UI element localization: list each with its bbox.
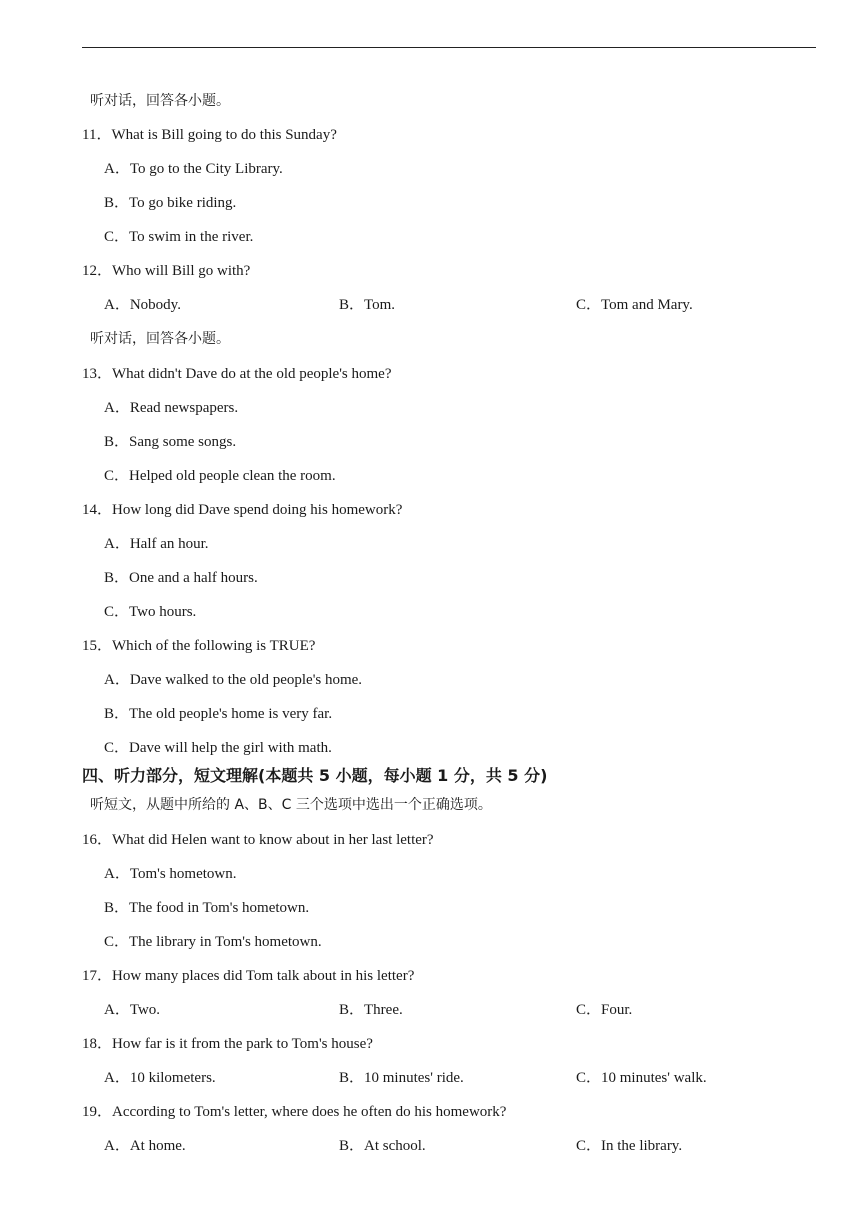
question-12-option-c[interactable]: C．Tom and Mary. [576,297,693,313]
question-11-stem: 11．What is Bill going to do this Sunday? [82,127,337,143]
question-13-stem: 13．What didn't Dave do at the old people's home? [82,366,392,382]
question-18-option-c[interactable]: C．10 minutes' walk. [576,1070,707,1086]
question-19-option-c[interactable]: C．In the library. [576,1138,683,1154]
question-17-option-c[interactable]: C．Four. [576,1002,633,1018]
question-17-option-b[interactable]: B．Three. [339,1002,403,1018]
question-18-option-b[interactable]: B．10 minutes' ride. [339,1070,464,1086]
question-18-stem: 18．How far is it from the park to Tom's house? [82,1036,373,1052]
listening-instruction-2: 听对话，回答各小题。 [90,331,230,347]
question-11-option-b[interactable]: B．To go bike riding. [104,195,237,211]
section-4-heading: 四、听力部分，短文理解(本题共 5 小题，每小题 1 分，共 5 分) [82,766,548,785]
question-16-option-c[interactable]: C．The library in Tom's hometown. [104,934,322,950]
question-15-option-a[interactable]: A．Dave walked to the old people's home. [104,672,363,688]
question-11-option-a[interactable]: A．To go to the City Library. [104,161,283,177]
question-16-stem: 16．What did Helen want to know about in her last letter? [82,832,434,848]
section-4-instruction: 听短文，从题中所给的 A、B、C 三个选项中选出一个正确选项。 [90,797,492,813]
listening-instruction-1: 听对话，回答各小题。 [90,93,230,109]
page-header-rule [82,47,816,48]
question-14-stem: 14．How long did Dave spend doing his homework? [82,502,403,518]
question-14-option-b[interactable]: B．One and a half hours. [104,570,258,586]
question-15-option-c[interactable]: C．Dave will help the girl with math. [104,740,332,756]
question-15-option-b[interactable]: B．The old people's home is very far. [104,706,333,722]
question-14-option-a[interactable]: A．Half an hour. [104,536,209,552]
question-17-option-a[interactable]: A．Two. [104,1002,161,1018]
question-12-stem: 12．Who will Bill go with? [82,263,251,279]
question-13-option-c[interactable]: C．Helped old people clean the room. [104,468,336,484]
question-13-option-a[interactable]: A．Read newspapers. [104,400,239,416]
question-14-option-c[interactable]: C．Two hours. [104,604,197,620]
question-11-option-c[interactable]: C．To swim in the river. [104,229,254,245]
question-12-option-b[interactable]: B．Tom. [339,297,396,313]
question-13-option-b[interactable]: B．Sang some songs. [104,434,237,450]
question-18-option-a[interactable]: A．10 kilometers. [104,1070,216,1086]
question-19-stem: 19．According to Tom's letter, where does he often do his homework? [82,1104,507,1120]
question-19-option-b[interactable]: B．At school. [339,1138,426,1154]
question-12-option-a[interactable]: A．Nobody. [104,297,181,313]
question-16-option-a[interactable]: A．Tom's hometown. [104,866,237,882]
question-17-stem: 17．How many places did Tom talk about in his letter? [82,968,415,984]
question-19-option-a[interactable]: A．At home. [104,1138,186,1154]
question-16-option-b[interactable]: B．The food in Tom's hometown. [104,900,310,916]
question-15-stem: 15．Which of the following is TRUE? [82,638,316,654]
